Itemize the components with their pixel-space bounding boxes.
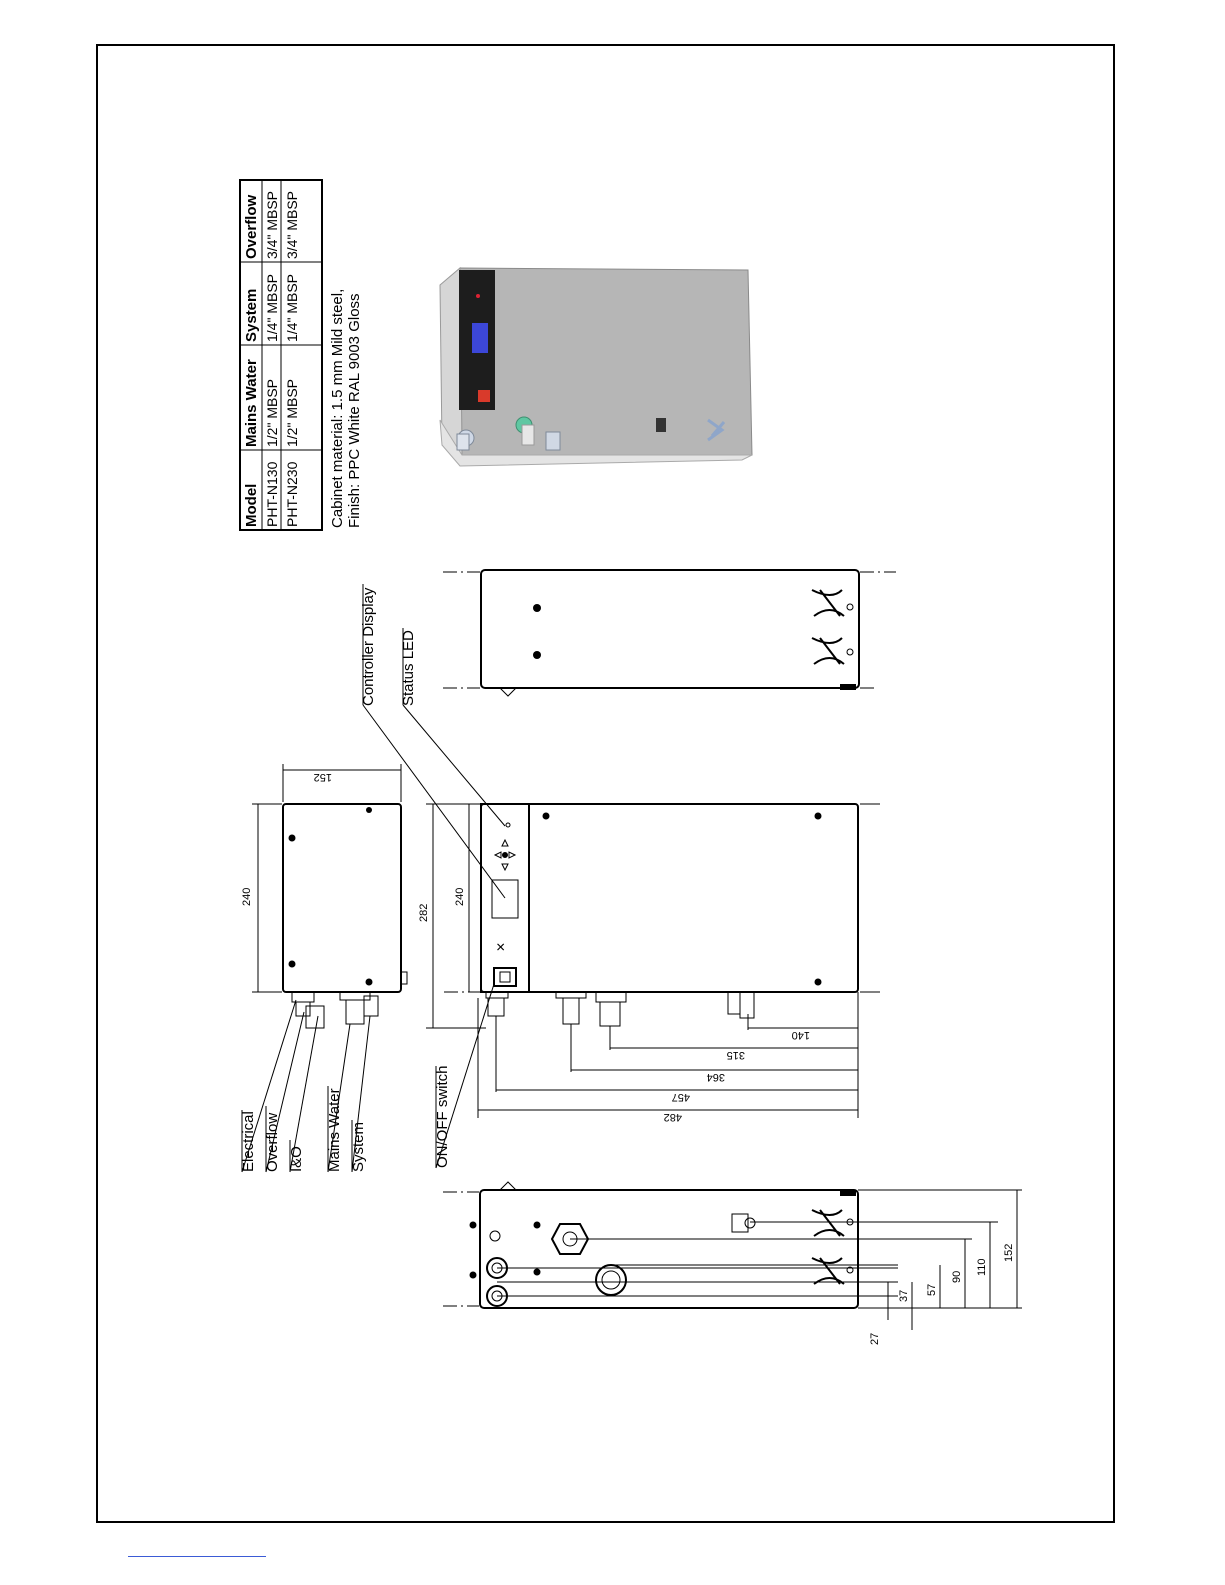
spec-row2-mains: 1/2" MBSP xyxy=(284,379,300,447)
bottom-logo-b xyxy=(812,1258,844,1284)
sheet-border xyxy=(97,45,1114,1522)
dim-bottom-37: 37 xyxy=(898,1289,910,1302)
dim-bottom-152: 152 xyxy=(1003,1243,1015,1262)
callout-electrical: Electrical xyxy=(240,1111,257,1172)
render-switch xyxy=(478,390,490,402)
top-view-logo-a xyxy=(812,590,844,616)
callout-controller-display: Controller Display xyxy=(360,587,377,706)
spec-row2-model: PHT-N230 xyxy=(284,461,300,527)
dim-140: 140 xyxy=(791,1029,810,1041)
top-view xyxy=(443,570,896,696)
dim-482: 482 xyxy=(663,1111,682,1123)
front-view xyxy=(418,804,880,1123)
spec-header-mains-water: Mains Water xyxy=(243,359,260,447)
callout-io: I&O xyxy=(288,1146,305,1172)
dim-364: 364 xyxy=(706,1071,725,1083)
spec-row2-overflow: 3/4" MBSP xyxy=(284,191,300,259)
spec-row1-system: 1/4" MBSP xyxy=(264,274,280,342)
bottom-overflow-port xyxy=(596,1265,626,1295)
top-view-logo-b xyxy=(812,638,844,664)
render-display xyxy=(472,323,488,353)
note-cabinet-material: Cabinet material: 1.5 mm Mild steel, xyxy=(329,288,346,528)
dim-315: 315 xyxy=(726,1049,745,1061)
spec-table xyxy=(240,180,322,530)
spec-header-system: System xyxy=(243,288,260,342)
spec-header-overflow: Overflow xyxy=(243,194,260,259)
spec-row1-mains: 1/2" MBSP xyxy=(264,379,280,447)
bottom-logo-a xyxy=(812,1210,844,1236)
spec-header-model: Model xyxy=(243,483,260,527)
dim-front-240: 240 xyxy=(454,887,466,906)
dim-bottom-57: 57 xyxy=(926,1283,938,1296)
bottom-view xyxy=(443,1182,1022,1345)
callout-system: System xyxy=(350,1121,367,1172)
dim-bottom-90: 90 xyxy=(951,1270,963,1283)
spec-row1-overflow: 3/4" MBSP xyxy=(264,191,280,259)
callout-onoff-switch: ON/OFF switch xyxy=(434,1065,451,1168)
dim-bottom-27: 27 xyxy=(869,1332,881,1345)
callout-mains-water: Mains Water xyxy=(326,1088,343,1172)
footer-hyperlink-underline[interactable] xyxy=(128,1556,266,1557)
note-finish: Finish: PPC White RAL 9003 Gloss xyxy=(346,293,363,528)
product-render xyxy=(440,268,752,466)
dim-bottom-110: 110 xyxy=(976,1258,988,1276)
dim-side-240: 240 xyxy=(241,887,253,906)
dim-side-152: 152 xyxy=(313,771,332,783)
dim-front-282: 282 xyxy=(418,903,430,922)
dim-457: 457 xyxy=(671,1091,690,1103)
front-onoff-switch xyxy=(494,968,516,986)
callout-overflow: Overflow xyxy=(264,1112,281,1172)
svg-text:✕: ✕ xyxy=(494,941,508,952)
callouts xyxy=(240,584,505,1172)
callout-status-led: Status LED xyxy=(400,630,417,706)
spec-row1-model: PHT-N130 xyxy=(264,461,280,527)
side-view xyxy=(241,764,407,1028)
spec-row2-system: 1/4" MBSP xyxy=(284,274,300,342)
